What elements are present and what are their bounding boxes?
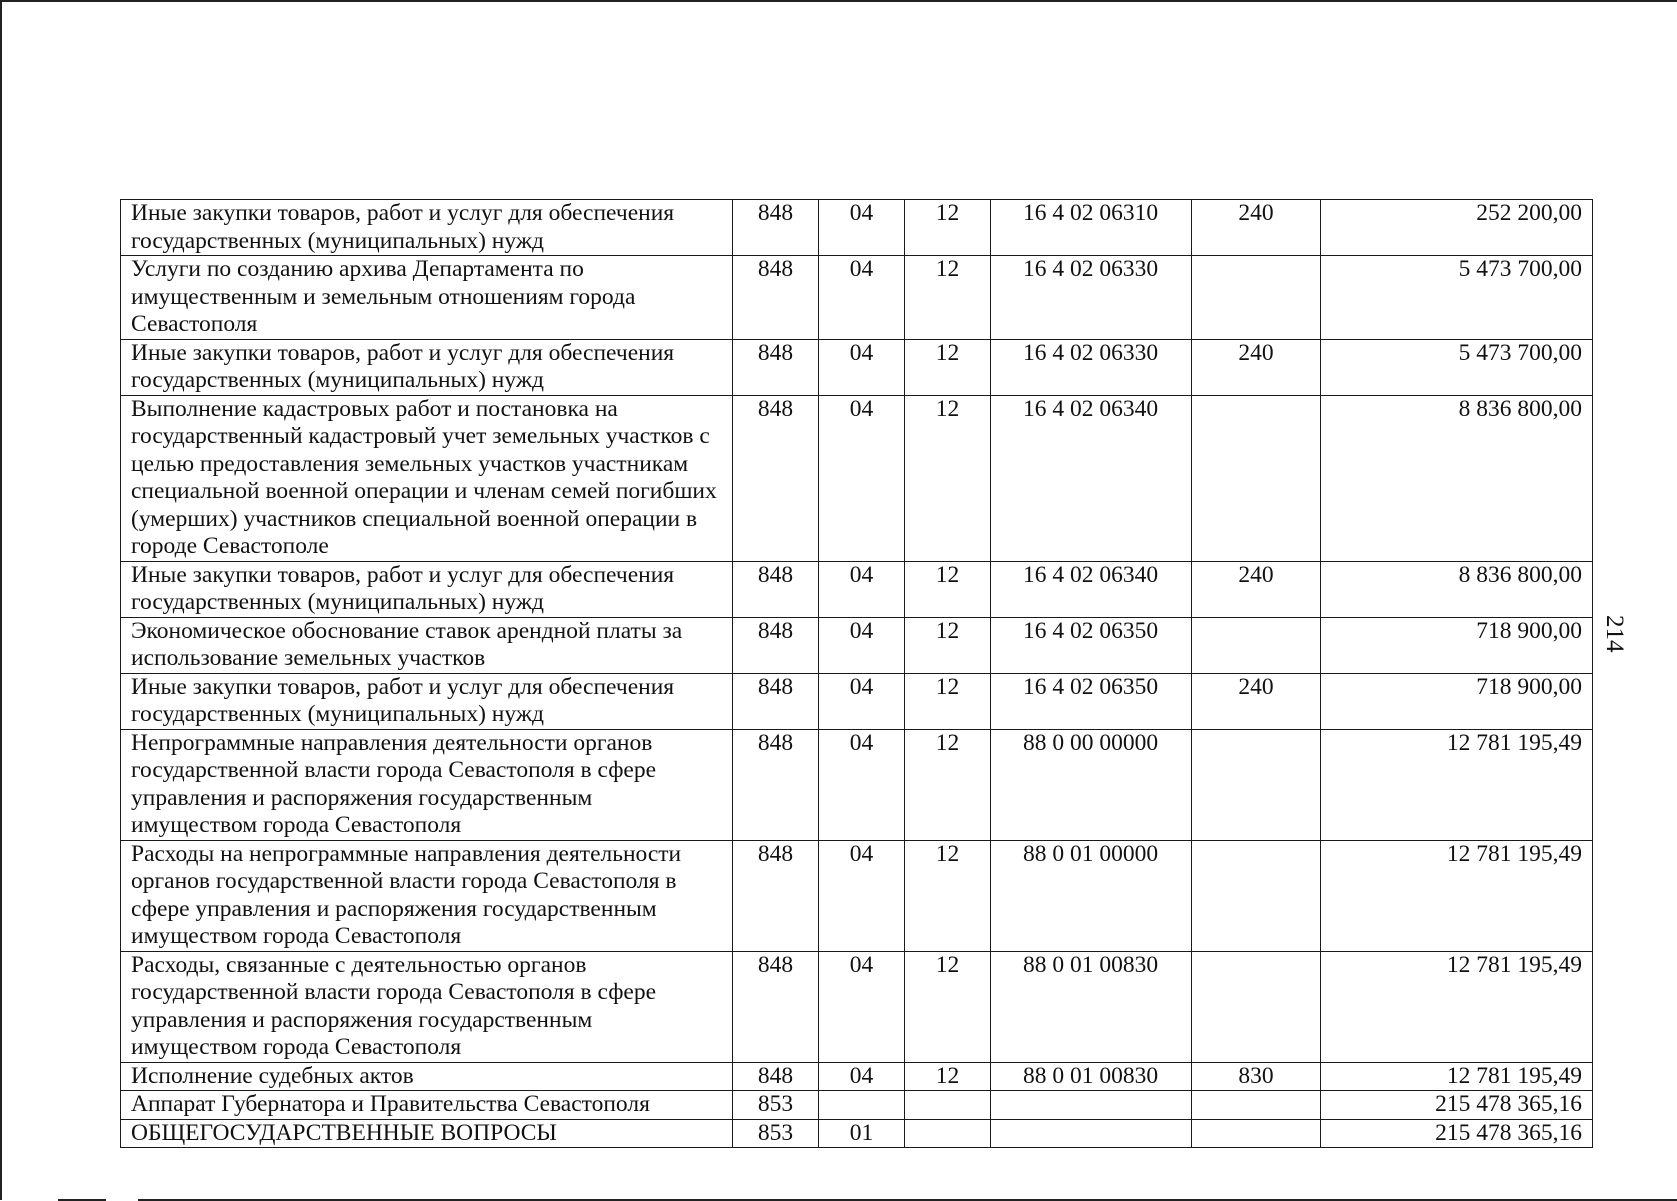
cell-expense-type bbox=[1192, 951, 1321, 1062]
cell-target-article: 16 4 02 06340 bbox=[991, 395, 1192, 561]
table-row bbox=[121, 729, 1593, 840]
cell-expense-type bbox=[1192, 1091, 1321, 1120]
cell-target-article: 16 4 02 06330 bbox=[991, 256, 1192, 340]
table-row bbox=[121, 673, 1593, 729]
cell-name: Иные закупки товаров, работ и услуг для обеспечения государственных (муниципальных) нужд bbox=[121, 200, 733, 256]
cell-subsection-code bbox=[905, 1091, 991, 1120]
cell-expense-type bbox=[1192, 395, 1321, 561]
cell-expense-type: 240 bbox=[1192, 339, 1321, 395]
cell-ved-code: 848 bbox=[733, 339, 819, 395]
budget-table bbox=[120, 199, 1593, 1148]
cell-section-code: 04 bbox=[819, 617, 905, 673]
table-row bbox=[121, 339, 1593, 395]
cell-subsection-code: 12 bbox=[905, 673, 991, 729]
cell-section-code bbox=[819, 1091, 905, 1120]
cell-section-code: 04 bbox=[819, 256, 905, 340]
cell-subsection-code: 12 bbox=[905, 561, 991, 617]
cell-ved-code: 848 bbox=[733, 1062, 819, 1091]
cell-ved-code: 848 bbox=[733, 673, 819, 729]
cell-ved-code: 848 bbox=[733, 617, 819, 673]
cell-ved-code: 848 bbox=[733, 395, 819, 561]
cell-target-article: 16 4 02 06350 bbox=[991, 673, 1192, 729]
cell-section-code: 04 bbox=[819, 840, 905, 951]
cell-expense-type: 830 bbox=[1192, 1062, 1321, 1091]
cell-subsection-code: 12 bbox=[905, 951, 991, 1062]
cell-ved-code: 848 bbox=[733, 200, 819, 256]
cell-section-code: 04 bbox=[819, 951, 905, 1062]
cell-section-code: 04 bbox=[819, 729, 905, 840]
cell-subsection-code: 12 bbox=[905, 395, 991, 561]
cell-subsection-code: 12 bbox=[905, 339, 991, 395]
cell-ved-code: 848 bbox=[733, 256, 819, 340]
table-row bbox=[121, 256, 1593, 340]
cell-amount: 12 781 195,49 bbox=[1321, 729, 1593, 840]
cell-expense-type: 240 bbox=[1192, 200, 1321, 256]
cell-subsection-code: 12 bbox=[905, 840, 991, 951]
cell-amount: 12 781 195,49 bbox=[1321, 1062, 1593, 1091]
cell-amount: 718 900,00 bbox=[1321, 673, 1593, 729]
cell-name: Экономическое обоснование ставок арендной платы за использование земельных участков bbox=[121, 617, 733, 673]
cell-amount: 215 478 365,16 bbox=[1321, 1119, 1593, 1148]
cell-ved-code: 848 bbox=[733, 840, 819, 951]
cell-name: Непрограммные направления деятельности органов государственной власти города Севастополя в сфере управления и распоряжения государственным имуществом города Севастополя bbox=[121, 729, 733, 840]
cell-expense-type bbox=[1192, 617, 1321, 673]
cell-name: Расходы, связанные с деятельностью органов государственной власти города Севастополя в сфере управления и распоряжения государственным имуществом города Севастополя bbox=[121, 951, 733, 1062]
cell-section-code: 01 bbox=[819, 1119, 905, 1148]
cell-expense-type: 240 bbox=[1192, 561, 1321, 617]
cell-amount: 8 836 800,00 bbox=[1321, 395, 1593, 561]
cell-expense-type bbox=[1192, 840, 1321, 951]
cell-target-article: 88 0 00 00000 bbox=[991, 729, 1192, 840]
cell-subsection-code: 12 bbox=[905, 256, 991, 340]
cell-ved-code: 848 bbox=[733, 729, 819, 840]
cell-amount: 5 473 700,00 bbox=[1321, 339, 1593, 395]
cell-amount: 252 200,00 bbox=[1321, 200, 1593, 256]
cell-target-article: 16 4 02 06340 bbox=[991, 561, 1192, 617]
table-row bbox=[121, 395, 1593, 561]
table-row bbox=[121, 1062, 1593, 1091]
cell-section-code: 04 bbox=[819, 1062, 905, 1091]
cell-subsection-code: 12 bbox=[905, 1062, 991, 1091]
cell-ved-code: 848 bbox=[733, 951, 819, 1062]
cell-amount: 718 900,00 bbox=[1321, 617, 1593, 673]
cell-target-article bbox=[991, 1119, 1192, 1148]
cell-target-article: 16 4 02 06310 bbox=[991, 200, 1192, 256]
cell-expense-type bbox=[1192, 729, 1321, 840]
cell-amount: 12 781 195,49 bbox=[1321, 951, 1593, 1062]
scan-left-edge bbox=[0, 0, 2, 1200]
table-row bbox=[121, 617, 1593, 673]
cell-target-article: 16 4 02 06330 bbox=[991, 339, 1192, 395]
cell-amount: 12 781 195,49 bbox=[1321, 840, 1593, 951]
page-number: 214 bbox=[1601, 615, 1628, 653]
cell-amount: 8 836 800,00 bbox=[1321, 561, 1593, 617]
cell-ved-code: 853 bbox=[733, 1119, 819, 1148]
cell-section-code: 04 bbox=[819, 200, 905, 256]
cell-ved-code: 853 bbox=[733, 1091, 819, 1120]
cell-subsection-code: 12 bbox=[905, 617, 991, 673]
cell-amount: 215 478 365,16 bbox=[1321, 1091, 1593, 1120]
cell-name: Услуги по созданию архива Департамента по имущественным и земельным отношениям города Севастополя bbox=[121, 256, 733, 340]
cell-subsection-code bbox=[905, 1119, 991, 1148]
cell-name: ОБЩЕГОСУДАРСТВЕННЫЕ ВОПРОСЫ bbox=[121, 1119, 733, 1148]
cell-target-article: 88 0 01 00000 bbox=[991, 840, 1192, 951]
cell-name: Иные закупки товаров, работ и услуг для обеспечения государственных (муниципальных) нужд bbox=[121, 339, 733, 395]
cell-section-code: 04 bbox=[819, 339, 905, 395]
cell-name: Иные закупки товаров, работ и услуг для обеспечения государственных (муниципальных) нужд bbox=[121, 673, 733, 729]
cell-section-code: 04 bbox=[819, 561, 905, 617]
cell-section-code: 04 bbox=[819, 673, 905, 729]
cell-target-article: 16 4 02 06350 bbox=[991, 617, 1192, 673]
cell-expense-type bbox=[1192, 1119, 1321, 1148]
cell-name: Аппарат Губернатора и Правительства Севастополя bbox=[121, 1091, 733, 1120]
table-body bbox=[121, 200, 1593, 1148]
cell-amount: 5 473 700,00 bbox=[1321, 256, 1593, 340]
scan-top-edge bbox=[0, 0, 1677, 2]
table-row bbox=[121, 951, 1593, 1062]
cell-subsection-code: 12 bbox=[905, 729, 991, 840]
cell-name: Иные закупки товаров, работ и услуг для обеспечения государственных (муниципальных) нужд bbox=[121, 561, 733, 617]
cell-expense-type bbox=[1192, 256, 1321, 340]
cell-name: Выполнение кадастровых работ и постановка на государственный кадастровый учет земельных участков с целью предоставления земельных участков участникам специальной военной операции и членам семей погибших (умерших) участников специальной военной операции в городе Севастополе bbox=[121, 395, 733, 561]
cell-subsection-code: 12 bbox=[905, 200, 991, 256]
cell-name: Расходы на непрограммные направления деятельности органов государственной власти города Севастополя в сфере управления и распоряжения государственным имуществом города Севастополя bbox=[121, 840, 733, 951]
cell-target-article: 88 0 01 00830 bbox=[991, 1062, 1192, 1091]
cell-target-article bbox=[991, 1091, 1192, 1120]
cell-name: Исполнение судебных актов bbox=[121, 1062, 733, 1091]
table-row bbox=[121, 1091, 1593, 1120]
cell-expense-type: 240 bbox=[1192, 673, 1321, 729]
table-row bbox=[121, 200, 1593, 256]
cell-target-article: 88 0 01 00830 bbox=[991, 951, 1192, 1062]
table-row bbox=[121, 1119, 1593, 1148]
table-row bbox=[121, 840, 1593, 951]
cell-section-code: 04 bbox=[819, 395, 905, 561]
table-row bbox=[121, 561, 1593, 617]
cell-ved-code: 848 bbox=[733, 561, 819, 617]
